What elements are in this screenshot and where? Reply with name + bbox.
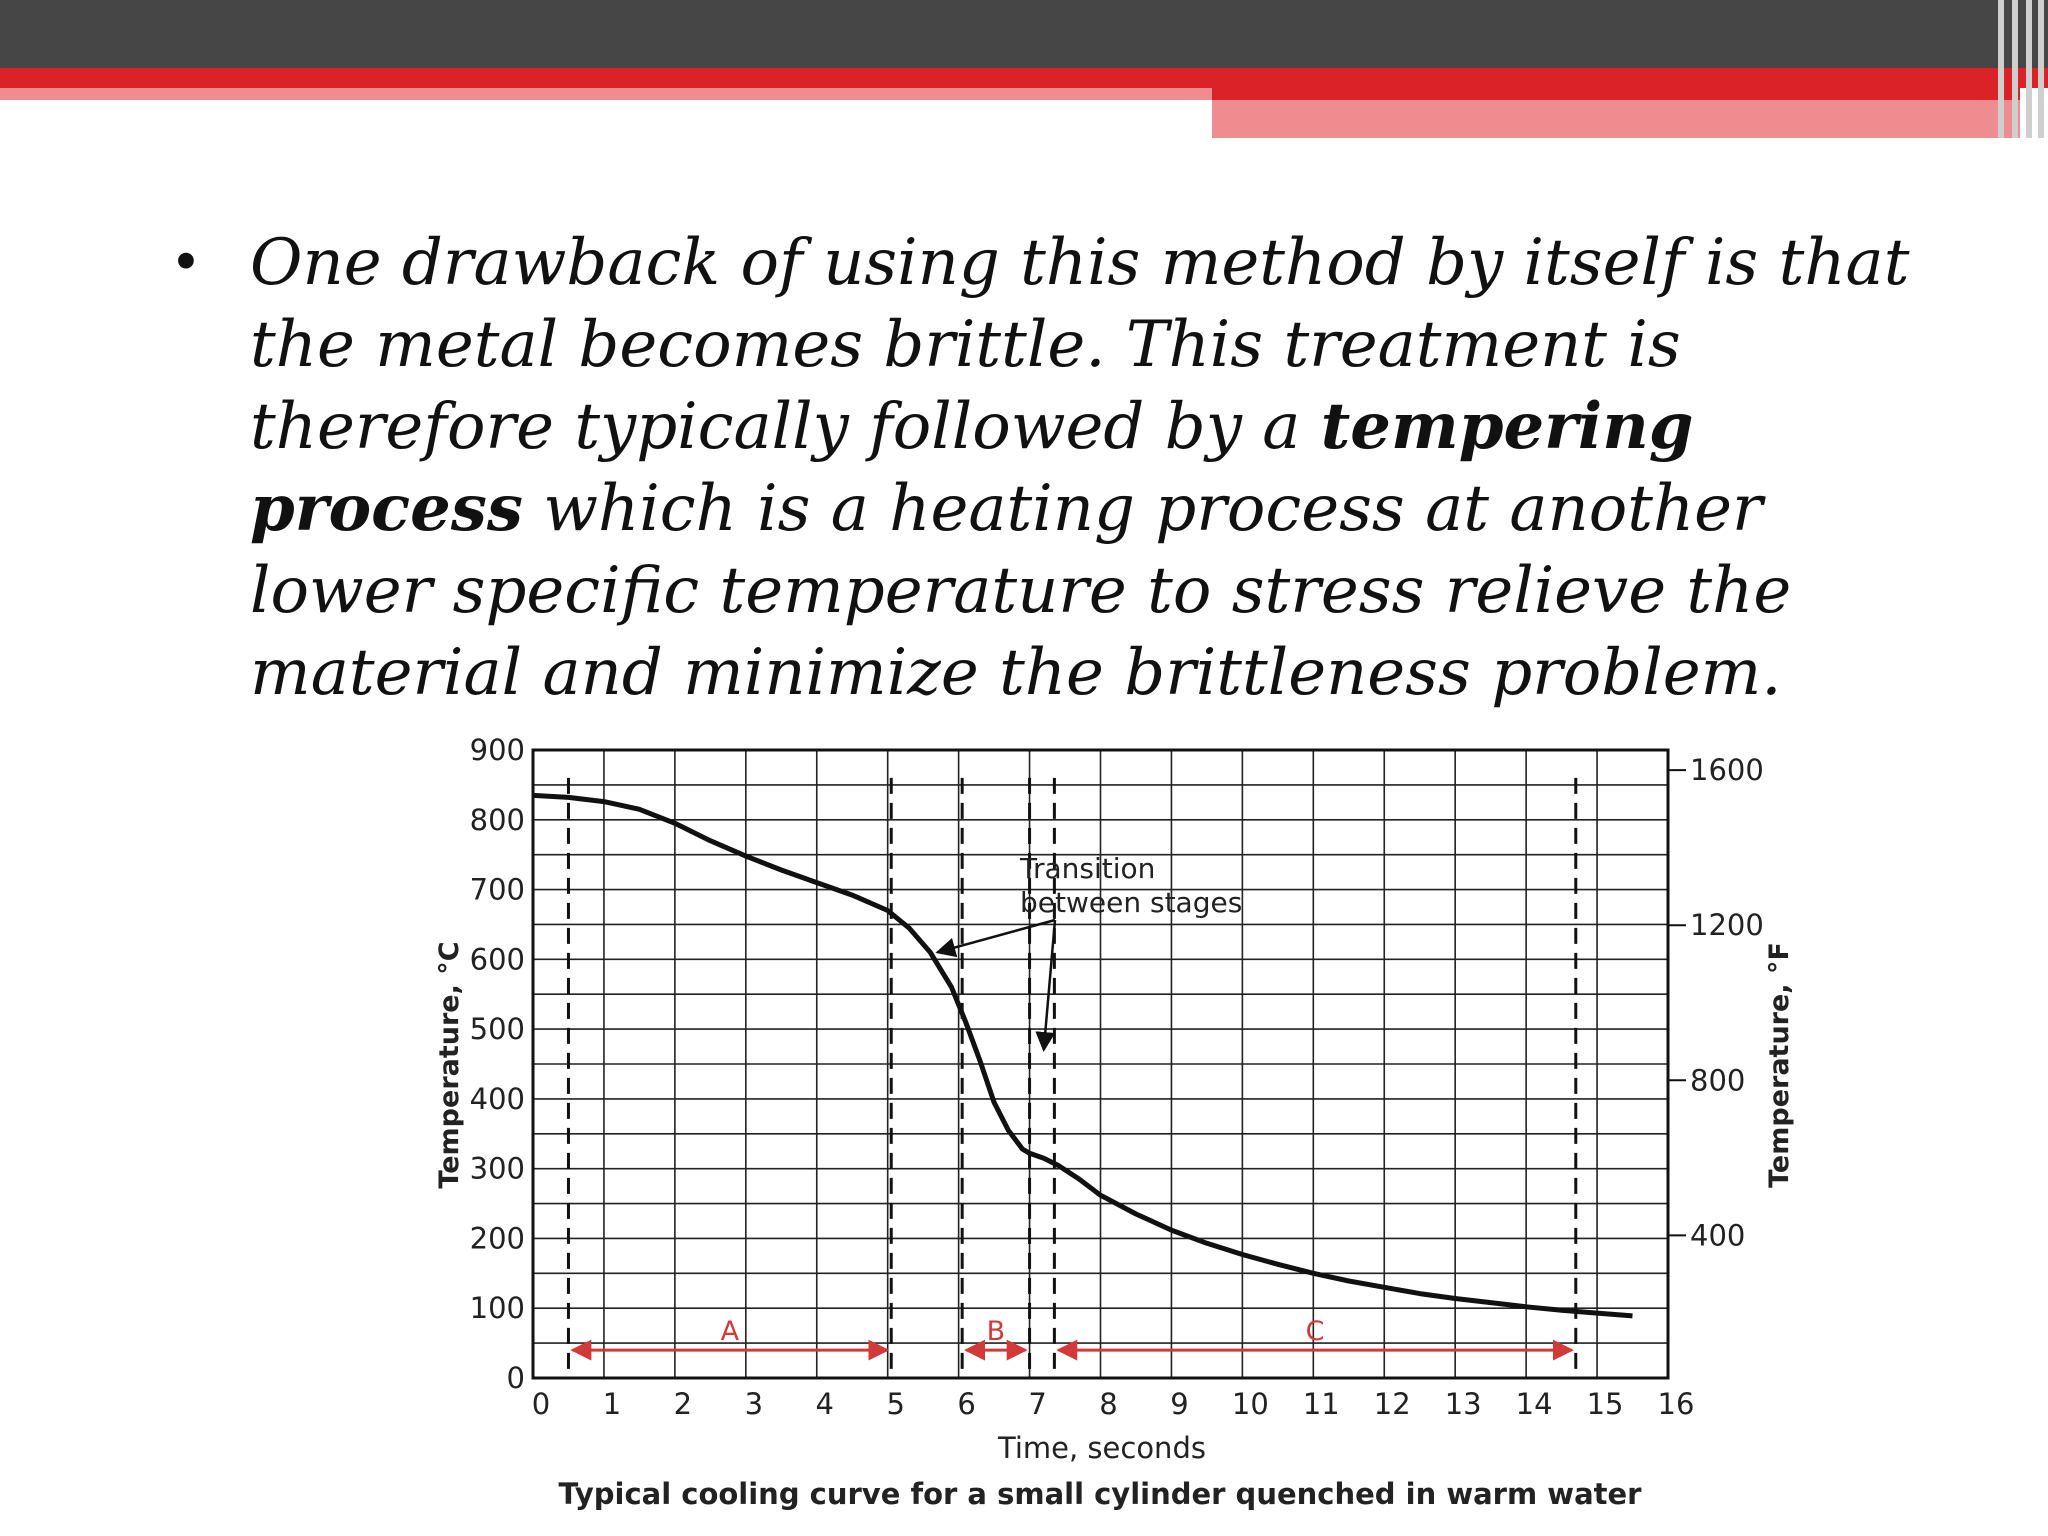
x-tick-label: 4 [815, 1387, 834, 1421]
x-tick-label: 1 [602, 1387, 622, 1421]
y-tick-label: 100 [469, 1291, 525, 1326]
y-right-tick-label: 400 [1690, 1218, 1746, 1253]
chart-caption: Typical cooling curve for a small cylinder quenched in warm water [558, 1477, 1642, 1511]
x-tick-label: 13 [1444, 1387, 1482, 1421]
x-tick-label: 5 [886, 1387, 905, 1421]
x-tick-label: 15 [1586, 1387, 1624, 1421]
stage-label-b: B [986, 1316, 1006, 1348]
x-tick-label: 14 [1515, 1387, 1553, 1421]
bullet-dot: • [170, 231, 202, 294]
x-tick-label: 3 [744, 1387, 764, 1421]
y-tick-label: 200 [469, 1221, 525, 1256]
x-tick-label: 8 [1099, 1387, 1118, 1421]
y-tick-label: 500 [469, 1012, 525, 1047]
stage-label-c: C [1305, 1316, 1325, 1348]
stage-label-a: A [720, 1316, 740, 1348]
x-tick-label: 9 [1170, 1387, 1189, 1421]
bullet-text-part2: which is a heating process at another lower specific temperature to stress relieve the material and minimize the brittleness problem. [250, 472, 1792, 710]
x-tick-label: 16 [1657, 1387, 1695, 1421]
x-tick-label: 12 [1373, 1387, 1411, 1421]
bullet-text-bold: tempering process [250, 389, 1694, 546]
y-tick-label: 900 [469, 733, 525, 767]
y-tick-label: 800 [469, 802, 525, 837]
x-tick-label: 6 [957, 1387, 976, 1421]
annotation-text: Transition [1020, 852, 1156, 885]
x-tick-label: 0 [531, 1387, 551, 1421]
y-tick-label: 0 [506, 1361, 525, 1395]
bullet-text-part1: One drawback of using this method by itself is that the metal becomes brittle. This treatment is therefore typically followed by a [250, 226, 1910, 464]
x-tick-label: 10 [1231, 1387, 1269, 1421]
y-right-tick-label: 800 [1690, 1063, 1746, 1098]
annotation-text: between stages [1020, 886, 1243, 919]
x-tick-label: 7 [1028, 1387, 1047, 1421]
y-tick-label: 400 [469, 1081, 525, 1116]
y-right-tick-label: 1200 [1690, 908, 1764, 943]
y-right-tick-label: 1600 [1690, 753, 1764, 788]
y-tick-label: 600 [469, 942, 525, 977]
y-tick-label: 700 [469, 872, 525, 907]
y-right-axis-label: Temperature, °F [1764, 942, 1795, 1188]
y-axis-label: Temperature, °C [434, 941, 465, 1189]
x-tick-label: 11 [1302, 1387, 1340, 1421]
x-tick-label: 2 [673, 1387, 693, 1421]
x-axis-label: Time, seconds [998, 1431, 1206, 1465]
y-tick-label: 300 [469, 1151, 525, 1186]
